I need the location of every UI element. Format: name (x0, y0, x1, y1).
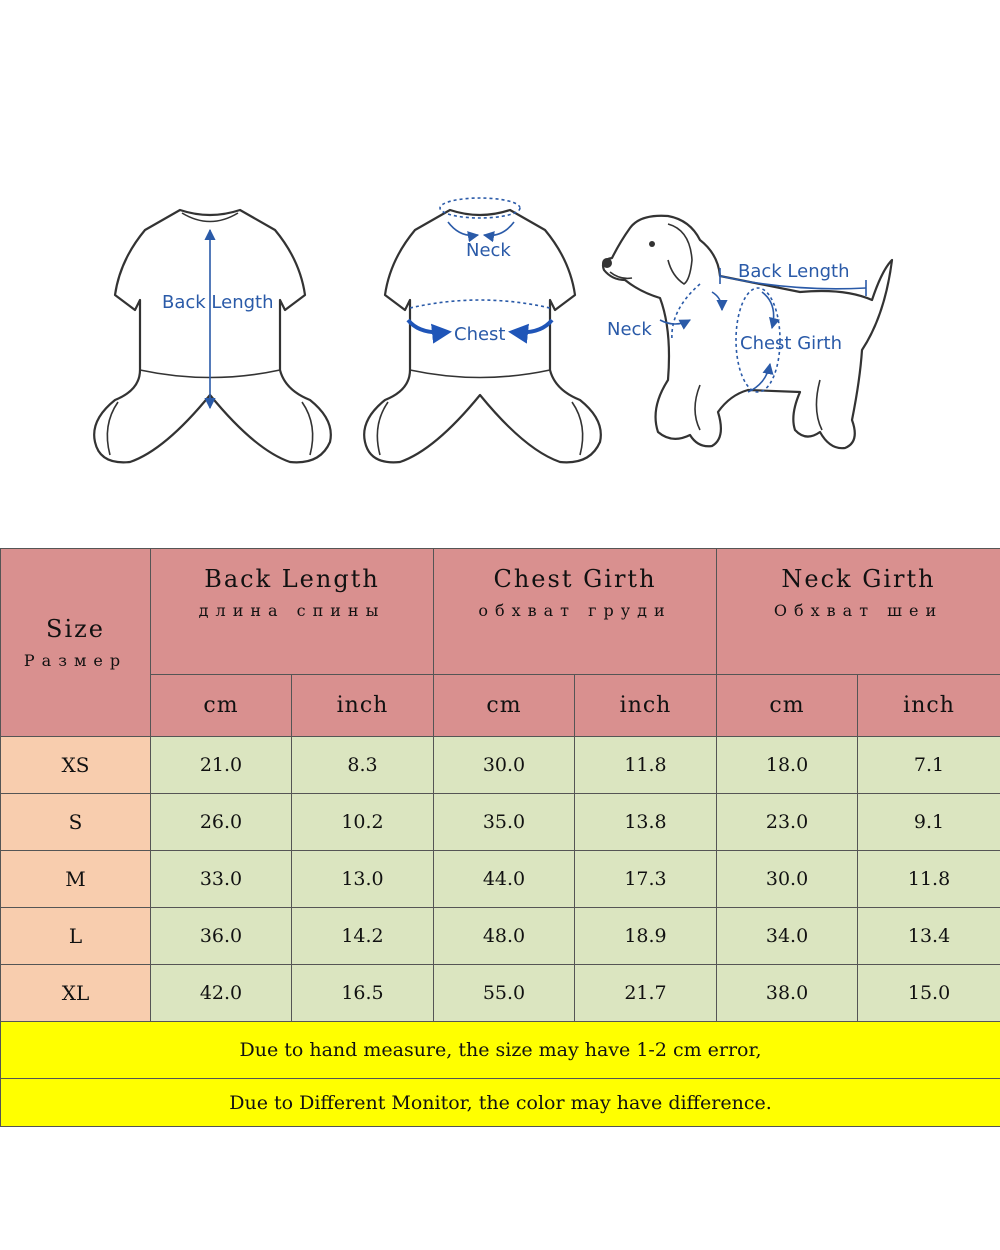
value-cell: 30.0 (717, 851, 858, 908)
value-cell: 17.3 (575, 851, 717, 908)
back-length-header-en: Back Length (204, 565, 380, 593)
value-cell: 18.9 (575, 908, 717, 965)
value-cell: 18.0 (717, 737, 858, 794)
value-cell: 16.5 (292, 965, 434, 1022)
table-row (1, 965, 1000, 1022)
value-cell: 10.2 (292, 794, 434, 851)
value-cell: 26.0 (151, 794, 292, 851)
garment-back-figure (94, 210, 331, 462)
value-cell: 13.8 (575, 794, 717, 851)
value-cell: 14.2 (292, 908, 434, 965)
value-cell: 21.0 (151, 737, 292, 794)
value-cell: 44.0 (434, 851, 575, 908)
value-cell: 33.0 (151, 851, 292, 908)
size-header (1, 549, 151, 737)
value-cell: 7.1 (858, 737, 1000, 794)
size-header-en: Size (46, 615, 105, 643)
value-cell: 48.0 (434, 908, 575, 965)
value-cell: 11.8 (575, 737, 717, 794)
value-cell: 30.0 (434, 737, 575, 794)
neck-label: Neck (466, 240, 511, 261)
size-label: XL (61, 981, 90, 1005)
value-cell: 34.0 (717, 908, 858, 965)
table-row (1, 794, 1000, 851)
value-cell: 23.0 (717, 794, 858, 851)
value-cell: 9.1 (858, 794, 1000, 851)
note-monitor-color: Due to Different Monitor, the color may have difference. (1, 1079, 1000, 1127)
value-cell: 13.4 (858, 908, 1000, 965)
value-cell: 11.8 (858, 851, 1000, 908)
unit-header: cm (717, 675, 858, 737)
garment-front-figure (364, 198, 601, 462)
dog-neck-label: Neck (607, 319, 652, 340)
dog-figure (602, 216, 892, 448)
chest-girth-header-en: Chest Girth (493, 565, 657, 593)
unit-header: inch (858, 675, 1000, 737)
value-cell: 13.0 (292, 851, 434, 908)
size-label: M (65, 867, 86, 891)
value-cell: 8.3 (292, 737, 434, 794)
note-hand-measure: Due to hand measure, the size may have 1-2 cm error, (1, 1022, 1000, 1079)
back-length-header-ru: длина спины (198, 601, 386, 620)
table-row (1, 851, 1000, 908)
size-label-cell (1, 794, 151, 851)
size-label: L (68, 924, 83, 948)
size-label: S (68, 810, 83, 834)
size-label-cell (1, 908, 151, 965)
size-table (0, 548, 1000, 1127)
value-cell: 35.0 (434, 794, 575, 851)
unit-header: inch (292, 675, 434, 737)
unit-header: cm (434, 675, 575, 737)
table-row (1, 737, 1000, 794)
size-label-cell (1, 737, 151, 794)
unit-header: cm (151, 675, 292, 737)
table-row (1, 908, 1000, 965)
value-cell: 21.7 (575, 965, 717, 1022)
value-cell: 55.0 (434, 965, 575, 1022)
dog-chest-girth-label: Chest Girth (740, 333, 843, 354)
size-label: XS (61, 753, 90, 777)
chest-label: Chest (454, 324, 506, 345)
chest-girth-header (434, 549, 717, 675)
neck-girth-header-ru: Обхват шеи (773, 601, 944, 620)
back-length-header (151, 549, 434, 675)
neck-girth-header-en: Neck Girth (781, 565, 936, 593)
value-cell: 15.0 (858, 965, 1000, 1022)
back-length-label: Back Length (162, 292, 274, 313)
size-label-cell (1, 965, 151, 1022)
size-label-cell (1, 851, 151, 908)
unit-header: inch (575, 675, 717, 737)
value-cell: 36.0 (151, 908, 292, 965)
value-cell: 38.0 (717, 965, 858, 1022)
measurement-diagram (0, 180, 1000, 480)
neck-girth-header (717, 549, 1000, 675)
size-header-ru: Размер (23, 651, 128, 670)
value-cell: 42.0 (151, 965, 292, 1022)
chest-girth-header-ru: обхват груди (478, 601, 672, 620)
dog-back-length-label: Back Length (738, 261, 850, 282)
